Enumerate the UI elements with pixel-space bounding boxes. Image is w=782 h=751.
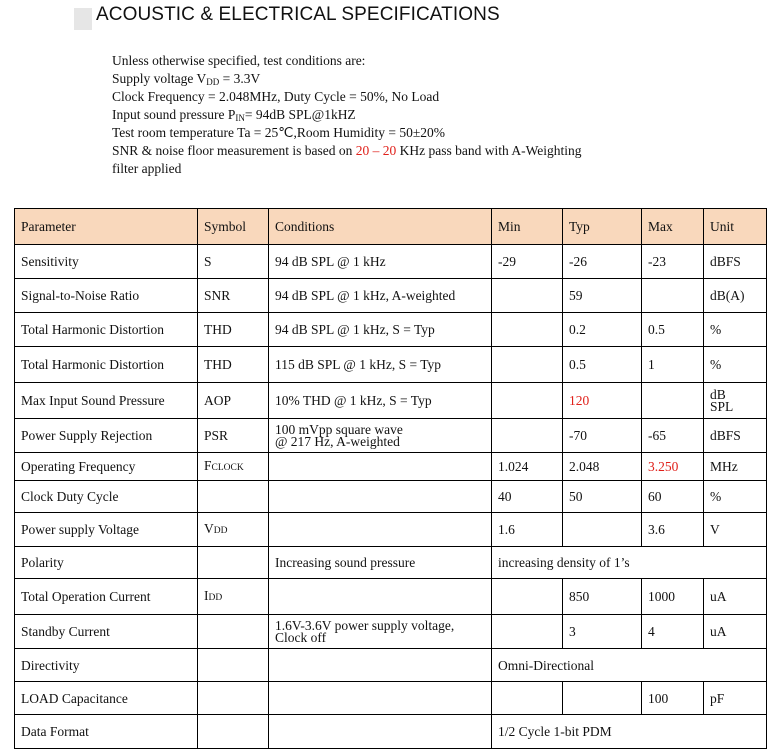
- conditions-snr: SNR & noise floor measurement is based on 20 – 20 KHz pass band with A-Weighting: [112, 143, 582, 158]
- parameter-cell: Data Format: [15, 715, 198, 749]
- unit-cell: MHz: [704, 453, 767, 481]
- parameter-cell: LOAD Capacitance: [15, 682, 198, 715]
- max-cell: 1: [642, 347, 704, 383]
- symbol-cell: [198, 649, 269, 682]
- symbol-cell: PSR: [198, 419, 269, 453]
- parameter-cell: Power supply Voltage: [15, 513, 198, 547]
- conditions-snr-line2: filter applied: [112, 161, 182, 176]
- table-row: [15, 347, 767, 383]
- header-cell: Max: [642, 209, 704, 245]
- conditions-cell: Increasing sound pressure: [269, 547, 492, 579]
- parameter-cell: Max Input Sound Pressure: [15, 383, 198, 419]
- max-cell: [642, 279, 704, 313]
- conditions-cell: [269, 579, 492, 615]
- max-cell: -23: [642, 245, 704, 279]
- max-cell: 4: [642, 615, 704, 649]
- parameter-cell: Total Harmonic Distortion: [15, 347, 198, 383]
- header-cell: Conditions: [269, 209, 492, 245]
- table-row: [15, 279, 767, 313]
- min-cell: -29: [492, 245, 563, 279]
- conditions-cell: 10% THD @ 1 kHz, S = Typ: [269, 383, 492, 419]
- unit-cell: dB SPL: [704, 383, 767, 419]
- min-cell: [492, 579, 563, 615]
- table-row: [15, 547, 767, 579]
- symbol-cell: [198, 615, 269, 649]
- max-cell: 1000: [642, 579, 704, 615]
- symbol-cell: IDD: [198, 579, 269, 615]
- min-cell: [492, 313, 563, 347]
- symbol-cell: [198, 715, 269, 749]
- unit-cell: dBFS: [704, 419, 767, 453]
- unit-cell: pF: [704, 682, 767, 715]
- unit-cell: uA: [704, 579, 767, 615]
- parameter-cell: Sensitivity: [15, 245, 198, 279]
- min-cell: 40: [492, 481, 563, 513]
- conditions-cell: 100 mVpp square wave @ 217 Hz, A-weighted: [269, 419, 492, 453]
- typ-cell: 50: [563, 481, 642, 513]
- table-row: [15, 579, 767, 615]
- table-row: [15, 615, 767, 649]
- table-row: [15, 383, 767, 419]
- conditions-input: Input sound pressure $P_{IN}= 94dB$ SPL@1kHZ: [112, 107, 356, 123]
- conditions-cell: 94 dB SPL @ 1 kHz: [269, 245, 492, 279]
- symbol-cell: [198, 481, 269, 513]
- typ-cell: 2.048: [563, 453, 642, 481]
- symbol-cell: VDD: [198, 513, 269, 547]
- test-conditions: [112, 52, 581, 178]
- symbol-cell: THD: [198, 347, 269, 383]
- parameter-cell: Standby Current: [15, 615, 198, 649]
- parameter-cell: Clock Duty Cycle: [15, 481, 198, 513]
- max-cell: -65: [642, 419, 704, 453]
- typ-cell: 0.5: [563, 347, 642, 383]
- header-cell: Unit: [704, 209, 767, 245]
- conditions-temperature: Test room temperature Ta = 25℃,Room Humidity = 50±20%: [112, 125, 445, 140]
- conditions-cell: [269, 682, 492, 715]
- typ-cell: 59: [563, 279, 642, 313]
- header-cell: Symbol: [198, 209, 269, 245]
- unit-cell: %: [704, 313, 767, 347]
- parameter-cell: Total Operation Current: [15, 579, 198, 615]
- table-header-row: [15, 209, 767, 245]
- parameter-cell: Signal-to-Noise Ratio: [15, 279, 198, 313]
- max-cell: 3.250: [642, 453, 704, 481]
- parameter-cell: Polarity: [15, 547, 198, 579]
- conditions-cell: 115 dB SPL @ 1 kHz, S = Typ: [269, 347, 492, 383]
- span-value-cell: Omni-Directional: [492, 649, 767, 682]
- parameter-cell: Directivity: [15, 649, 198, 682]
- table-row: [15, 245, 767, 279]
- table-row: [15, 682, 767, 715]
- table-row: [15, 649, 767, 682]
- typ-cell: -26: [563, 245, 642, 279]
- symbol-cell: THD: [198, 313, 269, 347]
- table-row: [15, 481, 767, 513]
- min-cell: [492, 279, 563, 313]
- span-value-cell: 1/2 Cycle 1-bit PDM: [492, 715, 767, 749]
- min-cell: 1.6: [492, 513, 563, 547]
- conditions-cell: [269, 481, 492, 513]
- min-cell: [492, 615, 563, 649]
- table-row: [15, 513, 767, 547]
- table-row: [15, 715, 767, 749]
- unit-cell: dBFS: [704, 245, 767, 279]
- unit-cell: %: [704, 347, 767, 383]
- table-row: [15, 453, 767, 481]
- title-decoration: [74, 8, 92, 30]
- table-row: [15, 419, 767, 453]
- unit-cell: dB(A): [704, 279, 767, 313]
- conditions-cell: 94 dB SPL @ 1 kHz, S = Typ: [269, 313, 492, 347]
- spec-table: [14, 208, 767, 749]
- typ-cell: [563, 682, 642, 715]
- parameter-cell: Total Harmonic Distortion: [15, 313, 198, 347]
- conditions-cell: [269, 715, 492, 749]
- max-cell: 60: [642, 481, 704, 513]
- unit-cell: V: [704, 513, 767, 547]
- parameter-cell: Operating Frequency: [15, 453, 198, 481]
- max-cell: 0.5: [642, 313, 704, 347]
- conditions-clock: Clock Frequency = 2.048MHz, Duty Cycle = 50%, No Load: [112, 89, 440, 104]
- page-title: ACOUSTIC & ELECTRICAL SPECIFICATIONS: [96, 4, 500, 25]
- symbol-cell: FCLOCK: [198, 453, 269, 481]
- symbol-cell: AOP: [198, 383, 269, 419]
- typ-cell: 0.2: [563, 313, 642, 347]
- conditions-cell: [269, 513, 492, 547]
- symbol-cell: SNR: [198, 279, 269, 313]
- typ-cell: 3: [563, 615, 642, 649]
- min-cell: [492, 383, 563, 419]
- max-cell: 100: [642, 682, 704, 715]
- min-cell: [492, 682, 563, 715]
- conditions-intro: Unless otherwise specified, test conditions are:: [112, 53, 366, 68]
- header-cell: Min: [492, 209, 563, 245]
- table-row: [15, 313, 767, 347]
- unit-cell: %: [704, 481, 767, 513]
- typ-cell: [563, 513, 642, 547]
- typ-cell: -70: [563, 419, 642, 453]
- unit-cell: uA: [704, 615, 767, 649]
- max-cell: [642, 383, 704, 419]
- header-cell: Typ: [563, 209, 642, 245]
- conditions-cell: [269, 649, 492, 682]
- span-value-cell: increasing density of 1’s: [492, 547, 767, 579]
- conditions-cell: 1.6V-3.6V power supply voltage, Clock off: [269, 615, 492, 649]
- conditions-supply: Supply voltage $V_{DD} = 3.3V$: [112, 71, 261, 87]
- conditions-cell: 94 dB SPL @ 1 kHz, A-weighted: [269, 279, 492, 313]
- max-cell: 3.6: [642, 513, 704, 547]
- typ-cell: 120: [563, 383, 642, 419]
- min-cell: [492, 419, 563, 453]
- header-cell: Parameter: [15, 209, 198, 245]
- symbol-cell: [198, 547, 269, 579]
- min-cell: 1.024: [492, 453, 563, 481]
- parameter-cell: Power Supply Rejection: [15, 419, 198, 453]
- conditions-cell: [269, 453, 492, 481]
- typ-cell: 850: [563, 579, 642, 615]
- min-cell: [492, 347, 563, 383]
- symbol-cell: S: [198, 245, 269, 279]
- symbol-cell: [198, 682, 269, 715]
